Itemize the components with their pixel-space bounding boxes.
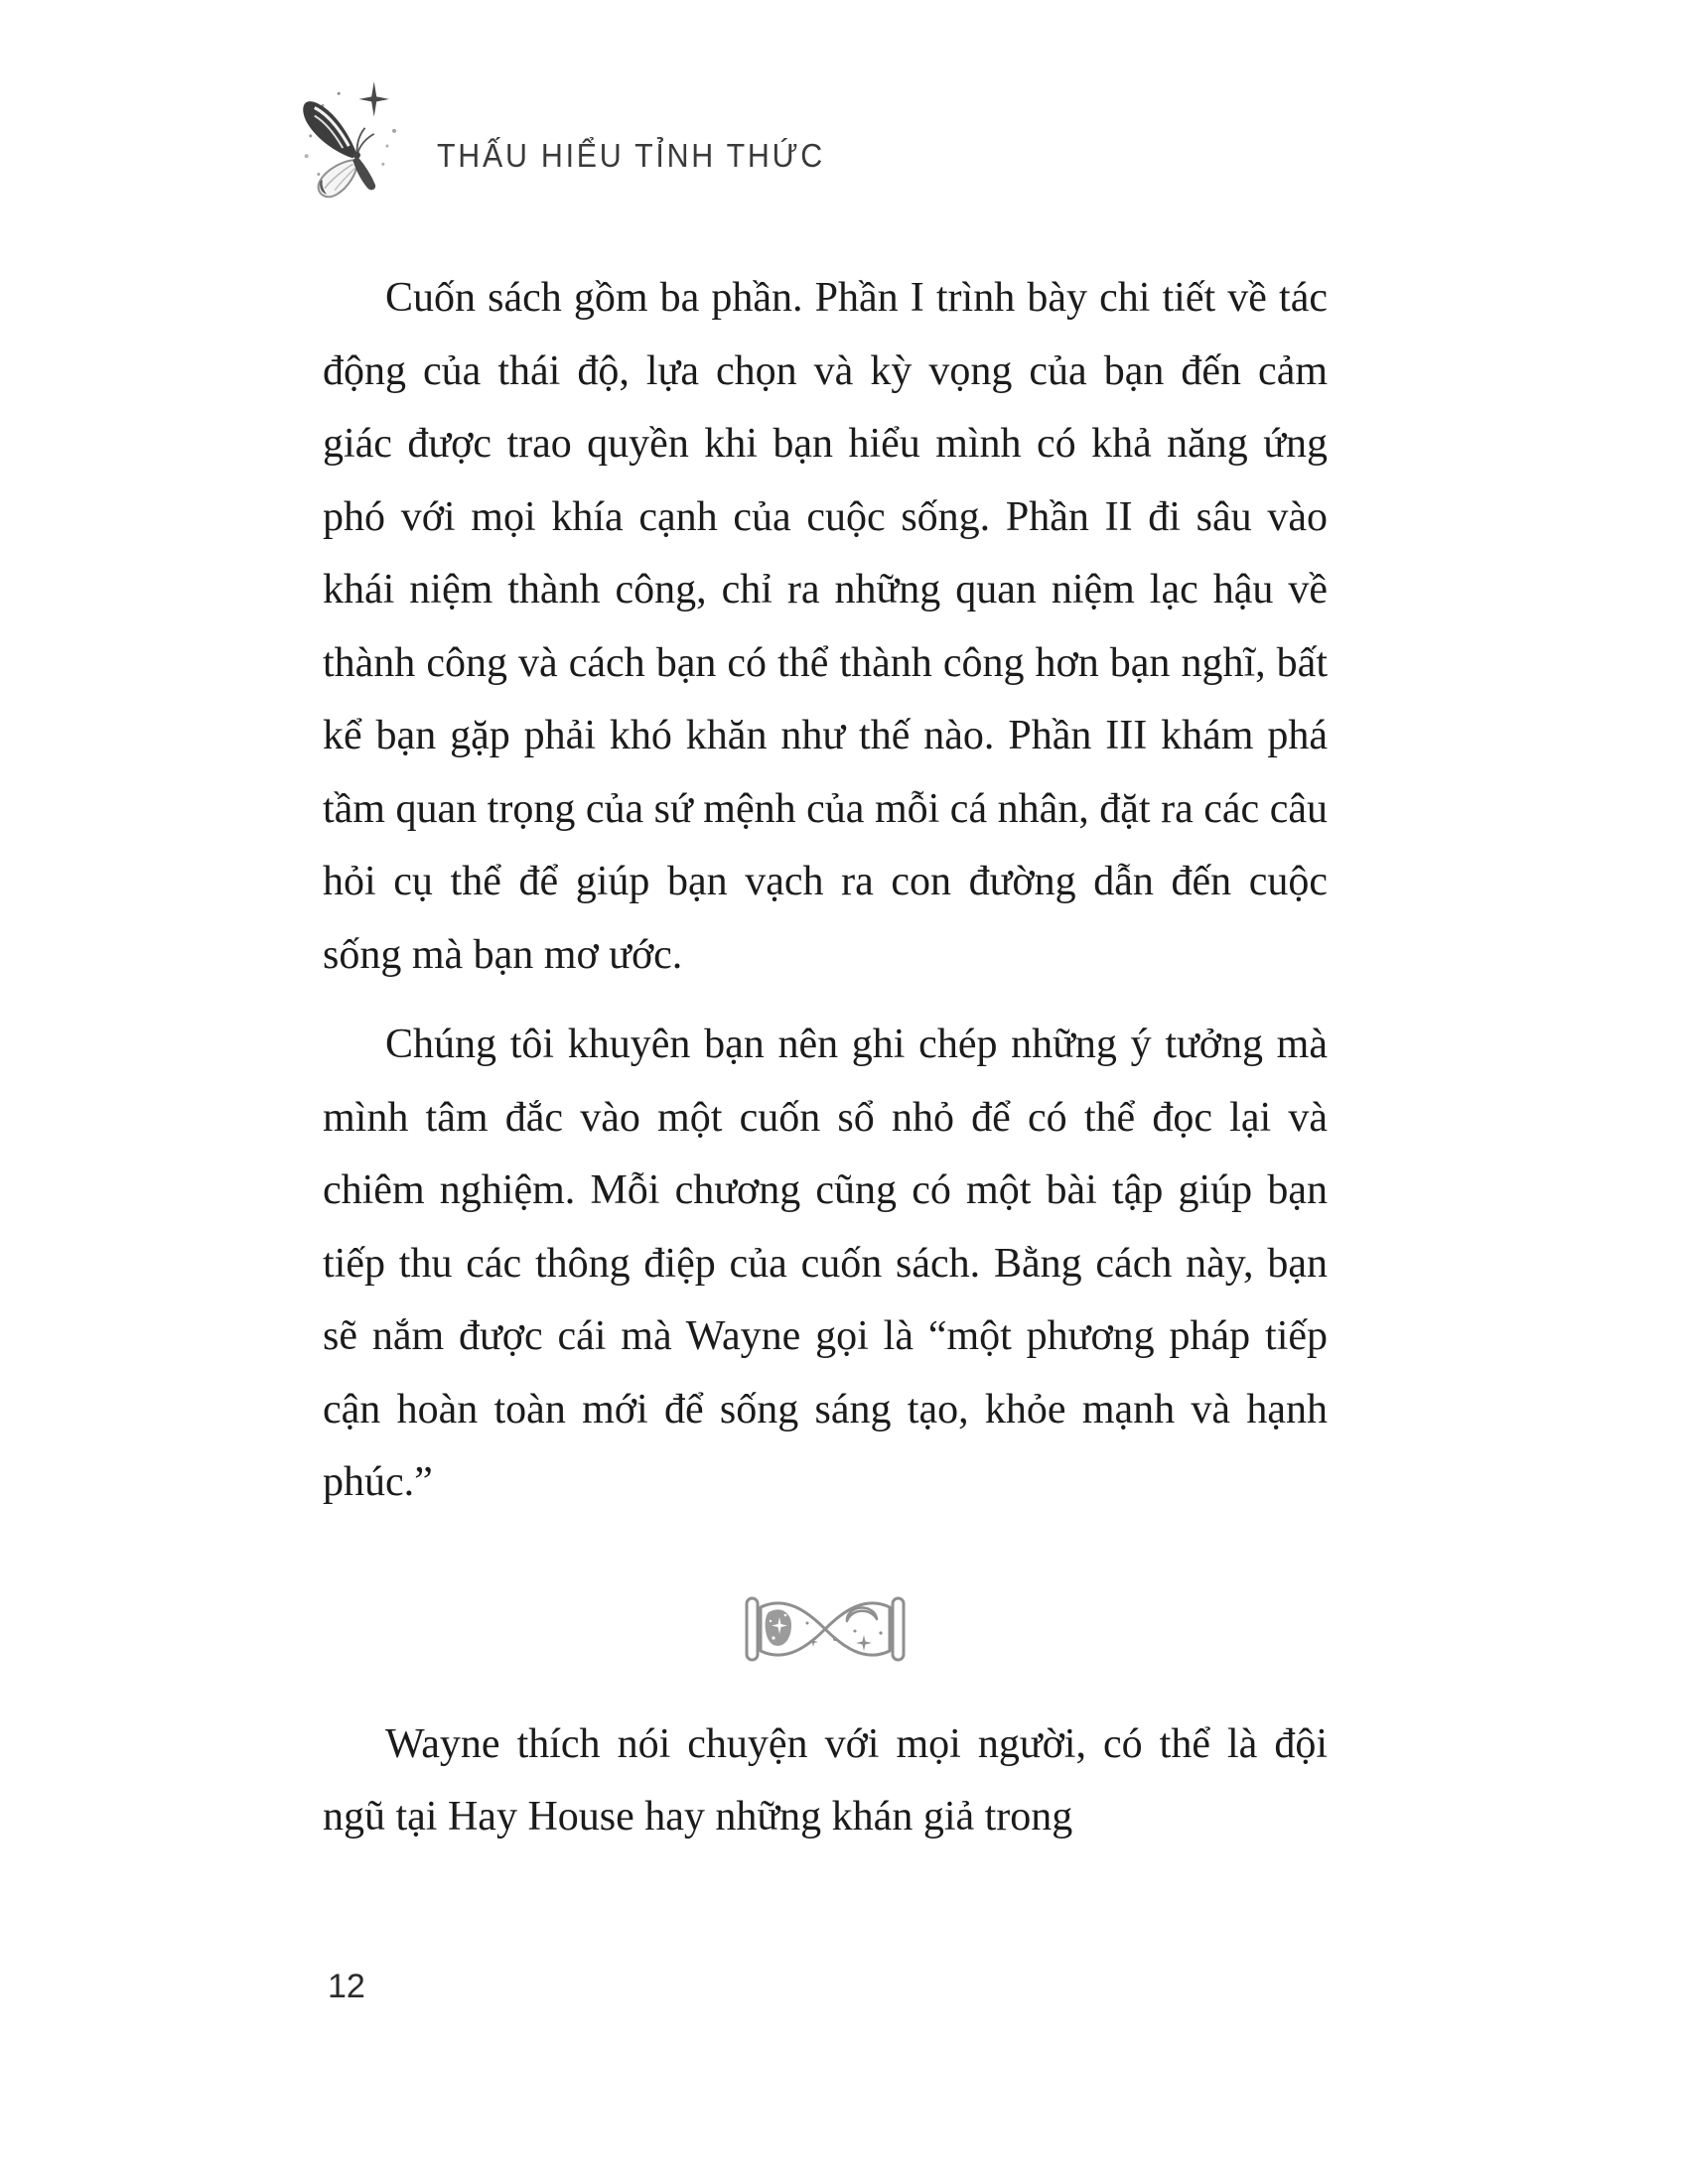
- paragraph: Cuốn sách gồm ba phần. Phần I trình bày chi tiết về tác động của thái độ, lựa chọn và kỳ vọng của bạn đến cảm giác được trao quyền khi bạn hiểu mình có khả năng ứng phó với mọi khía cạnh của cuộc sống. Phần II đi sâu vào khái niệm thành công, chỉ ra những quan niệm lạc hậu về thành công và cách bạn có thể thành công hơn bạn nghĩ, bất kể bạn gặp phải khó khăn như thế nào. Phần III khám phá tầm quan trọng của sứ mệnh của mỗi cá nhân, đặt ra các câu hỏi cụ thể để giúp bạn vạch ra con đường dẫn đến cuộc sống mà bạn mơ ước.: [323, 275, 1328, 978]
- sparkle-icon: [358, 81, 388, 117]
- running-header-title: THẤU HIỂU TỈNH THỨC: [437, 137, 825, 174]
- body-text: [323, 262, 1328, 1854]
- paragraph: Chúng tôi khuyên bạn nên ghi chép những ý tưởng mà mình tâm đắc vào một cuốn sổ nhỏ để có thể đọc lại và chiêm nghiệm. Mỗi chương cũng có một bài tập giúp bạn tiếp thu các thông điệp của cuốn sách. Bằng cách này, bạn sẽ nắm được cái mà Wayne gọi là “một phương pháp tiếp cận hoàn toàn mới để sống sáng tạo, khỏe mạnh và hạnh phúc.”: [323, 1022, 1328, 1505]
- page-number: 12: [328, 1968, 365, 2005]
- paragraph: Wayne thích nói chuyện với mọi người, có thể là đội ngũ tại Hay House hay những khán giả trong: [323, 1720, 1328, 1840]
- butterfly-icon: [298, 75, 425, 206]
- section-divider: [323, 1593, 1328, 1665]
- hourglass-moon-divider-icon: [744, 1593, 907, 1665]
